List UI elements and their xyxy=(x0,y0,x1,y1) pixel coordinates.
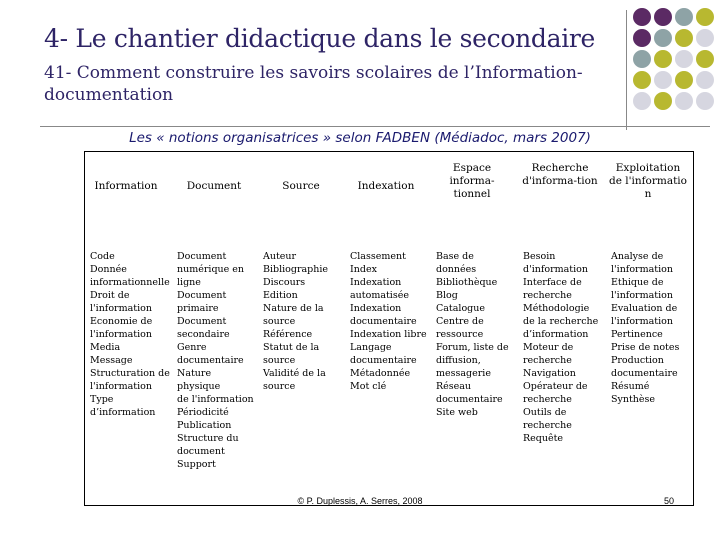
notion-item: Requête xyxy=(523,433,564,444)
notion-item: source xyxy=(263,355,296,366)
notion-item: l'information xyxy=(611,316,673,327)
notion-item: Donnée xyxy=(90,264,127,275)
notion-item: Structuration de xyxy=(90,368,170,379)
notion-item: Genre xyxy=(177,342,207,353)
decor-dot xyxy=(675,29,693,47)
notion-item: Discours xyxy=(263,277,306,288)
notion-item: Synthèse xyxy=(611,394,656,405)
notion-item: l'information xyxy=(611,290,673,301)
notion-item: Nature physique xyxy=(177,368,221,392)
notion-item: recherche xyxy=(523,420,572,431)
notion-item: documentaire xyxy=(611,368,678,379)
notion-item: l'information xyxy=(90,329,152,340)
notion-item: source xyxy=(263,316,296,327)
notion-item: Droit de xyxy=(90,290,130,301)
notion-item: Besoin xyxy=(523,251,556,262)
notion-item: Code xyxy=(90,251,115,262)
notion-item: informationnelle xyxy=(90,277,170,288)
notion-item: Type xyxy=(90,394,114,405)
notion-item: Ethique de xyxy=(611,277,664,288)
notion-item: Bibliographie xyxy=(263,264,329,275)
notion-item: Indexation xyxy=(350,303,402,314)
notion-item: Indexation libre xyxy=(350,329,427,340)
notion-item: l'information xyxy=(611,264,673,275)
slide-title: 4- Le chantier didactique dans le secondaire xyxy=(44,24,596,53)
notion-item: Résumé xyxy=(611,381,650,392)
decor-horizontal-line xyxy=(40,126,710,127)
notion-item: Message xyxy=(90,355,133,366)
notion-item: Structure du xyxy=(177,433,239,444)
notion-item: messagerie xyxy=(436,368,491,379)
slide-subtitle: 41- Comment construire les savoirs scolaires de l’Information-documentation xyxy=(44,63,583,105)
notion-item: documentaire xyxy=(177,355,244,366)
notion-item: Support xyxy=(177,459,216,470)
notion-item: de la recherche xyxy=(523,316,599,327)
decor-dot xyxy=(654,29,672,47)
notion-item: de l'information xyxy=(177,394,254,405)
col-header-espace-informationnel: Espace informa-tionnel xyxy=(449,162,495,200)
notion-item: Pertinence xyxy=(611,329,663,340)
decor-dot xyxy=(633,71,651,89)
decor-dot xyxy=(654,71,672,89)
notion-item: Base de xyxy=(436,251,474,262)
notion-item: Indexation xyxy=(350,277,402,288)
decor-dot xyxy=(633,50,651,68)
notion-item: Outils de xyxy=(523,407,567,418)
decor-dot xyxy=(675,71,693,89)
notion-item: automatisée xyxy=(350,290,409,301)
notion-item: Réseau xyxy=(436,381,472,392)
decor-dot xyxy=(696,8,714,26)
col-header-information: Information xyxy=(94,180,158,192)
notion-item: Document xyxy=(177,316,227,327)
decor-dot xyxy=(654,92,672,110)
notion-item: d'information xyxy=(523,264,588,275)
notion-item: Production xyxy=(611,355,664,366)
col-items-espace-informationnel xyxy=(436,250,516,419)
notion-item: Analyse de xyxy=(611,251,664,262)
notion-item: Document xyxy=(177,251,227,262)
notion-item: Classement xyxy=(350,251,406,262)
col-items-information xyxy=(90,250,172,419)
notion-item: recherche xyxy=(523,394,572,405)
notion-item: Interface de xyxy=(523,277,582,288)
col-items-recherche-information xyxy=(523,250,603,445)
decor-dot xyxy=(696,29,714,47)
notion-item: Référence xyxy=(263,329,313,340)
col-items-indexation xyxy=(350,250,430,393)
notion-item: Métadonnée xyxy=(350,368,411,379)
notion-item: Publication xyxy=(177,420,232,431)
notion-item: numérique en xyxy=(177,264,245,275)
notion-item: Document xyxy=(177,290,227,301)
col-items-exploitation-information xyxy=(611,250,691,406)
decor-dot xyxy=(633,8,651,26)
notion-item: source xyxy=(263,381,296,392)
notion-item: Auteur xyxy=(263,251,297,262)
decor-vertical-line xyxy=(626,10,627,130)
notion-item: Media xyxy=(90,342,121,353)
page-number: 50 xyxy=(664,496,675,506)
table-caption: Les « notions organisatrices » selon FADBEN (Médiadoc, mars 2007) xyxy=(129,130,591,146)
col-header-recherche-information: Recherche d'informa-tion xyxy=(522,162,598,187)
notion-item: Opérateur de xyxy=(523,381,588,392)
notion-item: Validité de la xyxy=(263,368,326,379)
col-header-exploitation-information: Exploitation de l'informatio n xyxy=(609,162,687,200)
notion-item: ressource xyxy=(436,329,484,340)
notion-item: diffusion, xyxy=(436,355,481,366)
decor-dot xyxy=(696,50,714,68)
notion-item: Moteur de xyxy=(523,342,574,353)
notion-item: Bibliothèque xyxy=(436,277,498,288)
decor-dot xyxy=(654,50,672,68)
col-header-source: Source xyxy=(282,180,320,192)
notion-item: Forum, liste de xyxy=(436,342,509,353)
notion-item: Centre de xyxy=(436,316,484,327)
decor-dot xyxy=(696,71,714,89)
notion-item: Prise de notes xyxy=(611,342,680,353)
notion-item: documentaire xyxy=(350,316,417,327)
notion-item: d’information xyxy=(90,407,156,418)
notion-item: Navigation xyxy=(523,368,576,379)
notion-item: Site web xyxy=(436,407,478,418)
notion-item: ligne xyxy=(177,277,201,288)
decor-dot xyxy=(633,92,651,110)
footer-copyright: © P. Duplessis, A. Serres, 2008 xyxy=(297,496,423,506)
notion-item: l'information xyxy=(90,303,152,314)
notion-item: Statut de la xyxy=(263,342,320,353)
notion-item: Méthodologie xyxy=(523,303,590,314)
notion-item: Nature de la xyxy=(263,303,324,314)
decor-dot xyxy=(675,8,693,26)
col-header-indexation: Indexation xyxy=(357,180,415,192)
notion-item: documentaire xyxy=(350,355,417,366)
col-items-document xyxy=(177,250,257,471)
notion-item: données xyxy=(436,264,477,275)
notion-item: Economie de xyxy=(90,316,153,327)
notion-item: recherche xyxy=(523,355,572,366)
notion-item: Index xyxy=(350,264,377,275)
notion-item: Périodicité xyxy=(177,407,229,418)
notion-item: Edition xyxy=(263,290,298,301)
notion-item: recherche xyxy=(523,290,572,301)
notion-item: Mot clé xyxy=(350,381,387,392)
notion-item: Blog xyxy=(436,290,458,301)
decor-dot xyxy=(675,50,693,68)
notion-item: Evaluation de xyxy=(611,303,678,314)
notion-item: Langage xyxy=(350,342,392,353)
notion-item: primaire xyxy=(177,303,219,314)
notion-item: document xyxy=(177,446,225,457)
notion-item: d’information xyxy=(523,329,589,340)
decor-dot xyxy=(696,92,714,110)
notion-item: documentaire xyxy=(436,394,503,405)
decor-dot xyxy=(675,92,693,110)
notion-item: l'information xyxy=(90,381,152,392)
decor-dot xyxy=(654,8,672,26)
col-header-document: Document xyxy=(186,180,242,192)
col-items-source xyxy=(263,250,341,393)
decor-dot xyxy=(633,29,651,47)
notion-item: secondaire xyxy=(177,329,230,340)
notion-item: Catalogue xyxy=(436,303,485,314)
